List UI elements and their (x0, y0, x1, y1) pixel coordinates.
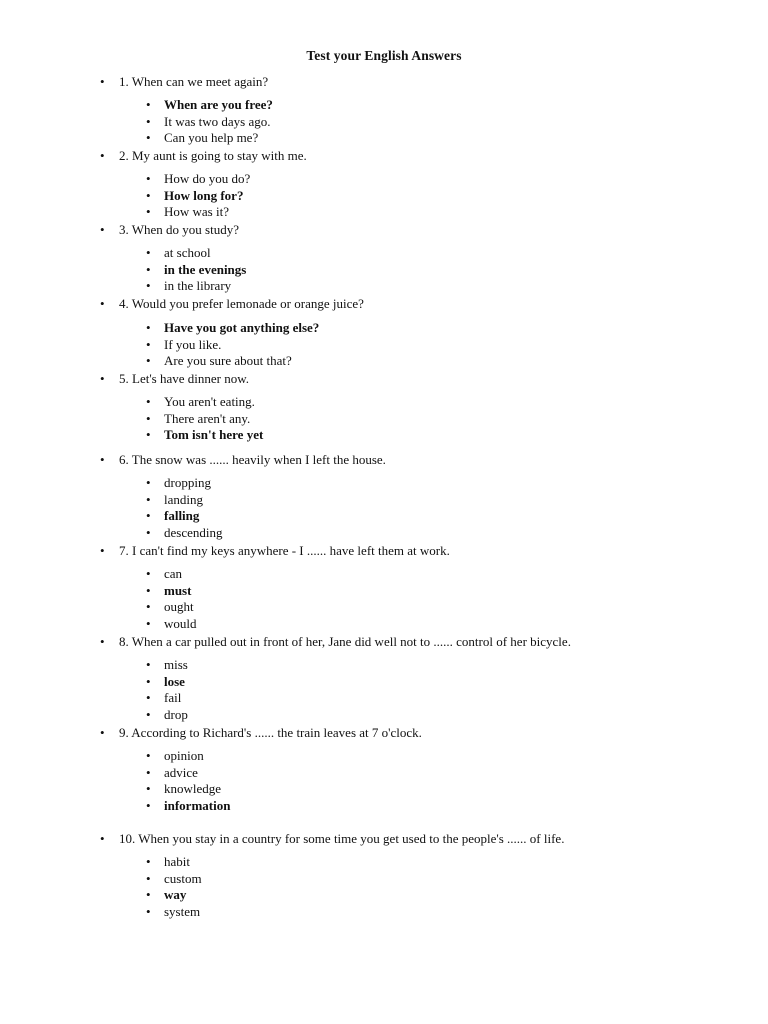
option-text: falling (164, 508, 200, 524)
bullet-icon: • (146, 336, 151, 352)
bullet-icon: • (146, 870, 151, 886)
bullet-icon: • (146, 748, 151, 763)
question-text: 3. When do you study? (119, 222, 239, 237)
question-text: 8. When a car pulled out in front of her, Jane did well not to ...... control of her bicycle. (119, 634, 571, 649)
option-text: ought (164, 599, 194, 615)
bullet-icon: • (146, 854, 151, 869)
page-title: Test your English Answers (306, 48, 462, 63)
bullet-icon: • (146, 599, 151, 615)
option-text: When are you free? (164, 97, 273, 112)
bullet-icon: • (146, 130, 151, 146)
option-text: must (164, 582, 192, 598)
bullet-icon: • (146, 582, 151, 598)
option-text: landing (164, 491, 203, 507)
question-text: 4. Would you prefer lemonade or orange juice? (119, 296, 364, 311)
bullet-icon: • (146, 245, 151, 260)
bullet-icon: • (146, 394, 151, 409)
option-text: If you like. (164, 336, 222, 352)
option-text: fail (164, 690, 182, 706)
question-text: 9. According to Richard's ...... the train leaves at 7 o'clock. (119, 725, 422, 740)
bullet-icon: • (146, 171, 151, 186)
option-text: information (164, 797, 231, 813)
option-text: How long for? (164, 187, 244, 203)
bullet-icon: • (146, 353, 151, 369)
bullet-icon: • (146, 690, 151, 706)
bullet-icon: • (100, 371, 105, 386)
bullet-icon: • (146, 657, 151, 672)
bullet-icon: • (146, 261, 151, 277)
question-text: 2. My aunt is going to stay with me. (119, 148, 307, 163)
option-text: descending (164, 524, 223, 540)
bullet-icon: • (100, 452, 105, 467)
option-text: habit (164, 854, 190, 869)
bullet-icon: • (146, 97, 151, 112)
option-text: way (164, 887, 187, 903)
bullet-icon: • (146, 410, 151, 426)
bullet-icon: • (146, 427, 151, 443)
option-text: Can you help me? (164, 130, 259, 146)
bullet-icon: • (146, 278, 151, 294)
bullet-icon: • (146, 781, 151, 797)
option-text: Have you got anything else? (164, 320, 320, 335)
option-text: custom (164, 870, 202, 886)
option-text: in the library (164, 278, 232, 294)
option-text: You aren't eating. (164, 394, 255, 409)
option-text: It was two days ago. (164, 113, 271, 129)
bullet-icon: • (146, 491, 151, 507)
option-text: at school (164, 245, 211, 260)
option-text: knowledge (164, 781, 222, 797)
option-text: would (164, 615, 197, 631)
bullet-icon: • (146, 475, 151, 490)
bullet-icon: • (100, 148, 105, 163)
bullet-icon: • (146, 903, 151, 919)
question-text: 1. When can we meet again? (119, 74, 269, 89)
bullet-icon: • (146, 320, 151, 335)
option-text: How was it? (164, 204, 229, 220)
bullet-icon: • (146, 113, 151, 129)
bullet-icon: • (146, 524, 151, 540)
bullet-icon: • (100, 543, 105, 558)
bullet-icon: • (146, 566, 151, 581)
option-text: lose (164, 673, 185, 689)
option-text: Tom isn't here yet (164, 427, 264, 443)
bullet-icon: • (146, 204, 151, 220)
option-text: dropping (164, 475, 211, 490)
option-text: miss (164, 657, 188, 672)
bullet-icon: • (146, 887, 151, 903)
option-text: system (164, 903, 201, 919)
question-text: 7. I can't find my keys anywhere - I ...... have left them at work. (119, 543, 450, 558)
question-text: 5. Let's have dinner now. (119, 371, 250, 386)
bullet-icon: • (146, 615, 151, 631)
bullet-icon: • (100, 74, 105, 89)
option-text: How do you do? (164, 171, 251, 186)
bullet-icon: • (146, 673, 151, 689)
option-text: Are you sure about that? (164, 353, 292, 369)
bullet-icon: • (100, 725, 105, 740)
bullet-icon: • (146, 508, 151, 524)
option-text: drop (164, 706, 188, 722)
bullet-icon: • (146, 187, 151, 203)
question-text: 10. When you stay in a country for some time you get used to the people's ...... of life. (119, 831, 565, 846)
bullet-icon: • (100, 222, 105, 237)
option-text: can (164, 566, 183, 581)
bullet-icon: • (100, 634, 105, 649)
option-text: opinion (164, 748, 204, 763)
option-text: in the evenings (164, 261, 247, 277)
option-text: advice (164, 764, 198, 780)
bullet-icon: • (146, 706, 151, 722)
bullet-icon: • (146, 797, 151, 813)
option-text: There aren't any. (164, 410, 251, 426)
bullet-icon: • (100, 831, 105, 846)
bullet-icon: • (100, 296, 105, 311)
question-text: 6. The snow was ...... heavily when I left the house. (119, 452, 386, 467)
bullet-icon: • (146, 764, 151, 780)
